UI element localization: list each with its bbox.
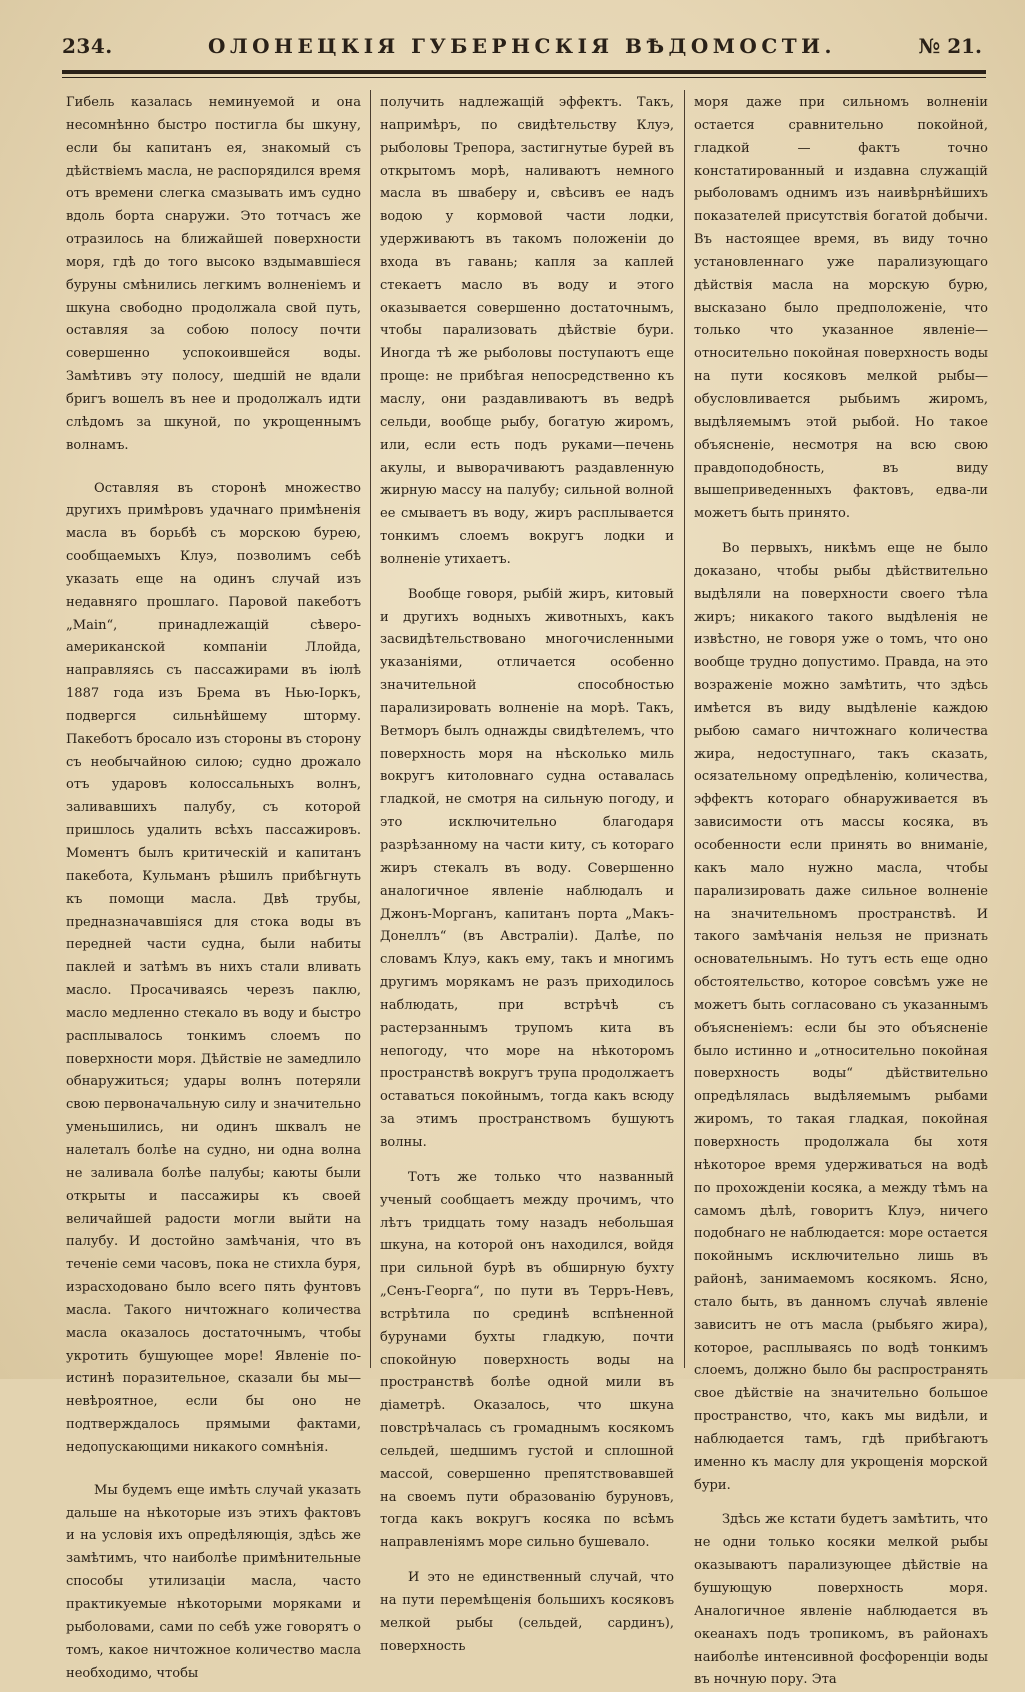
page-number: 234. [62, 34, 113, 58]
paragraph: Здѣсь же кстати будетъ замѣтить, что не одни только косяки мелкой рыбы оказываютъ парализующее дѣйствіе на бушующую поверхность моря. Аналогичное явленіе наблюдается въ океанахъ подъ тропикомъ, въ районахъ наиболѣе интенсивной фосфоренціи воды въ ночную пору. Эта [694, 1512, 988, 1688]
column-divider [684, 90, 685, 1368]
text-column-1 [66, 92, 361, 1685]
newspaper-title: ОЛОНЕЦКІЯ ГУБЕРНСКІЯ ВѢДОМОСТИ. [208, 34, 836, 58]
text-column-3 [694, 92, 988, 1692]
paragraph: Гибель казалась неминуемой и она несомнѣнно быстро постигла бы шкуну, если бы капитанъ ея, знакомый съ дѣйствіемъ масла, не распорядился время отъ времени слегка смазывать имъ судно вдоль борта снаружи. Это тотчасъ же отразилось на ближайшей поверхности моря, гдѣ до того высоко вздымавшіеся буруны смѣнились легкимъ волненіемъ и шкуна свободно продолжала свой путь, оставляя за собою полосу почти совершенно успокоившейся воды. Замѣтивъ эту полосу, шедшій не вдали бригъ вошелъ въ нее и продолжалъ идти слѣдомъ за шкуной, по укрощеннымъ волнамъ. [66, 95, 361, 453]
page-header [62, 34, 982, 64]
paragraph: Оставляя въ сторонѣ множество другихъ примѣровъ удачнаго примѣненія масла въ борьбѣ съ морскою бурею, сообщаемыхъ Клуэ, позволимъ себѣ указать еще на одинъ случай изъ недавняго прошлаго. Паровой пакеботъ „Main“, принадлежащій сѣверо-американской компаніи Ллойда, направляясь съ пассажирами въ іюлѣ 1887 года изъ Брема въ Нью-Іоркъ, подвергся сильнѣйшему шторму. Пакеботъ бросало изъ стороны въ сторону съ необычайною силою; судно дрожало отъ ударовъ колоссальныхъ волнъ, заливавшихъ палубу, съ которой пришлось удалить всѣхъ пассажировъ. Моментъ былъ критическій и капитанъ пакебота, Кульманъ рѣшилъ прибѣгнуть къ помощи масла. Двѣ трубы, предназначавшіяся для стока воды въ передней части судна, были набиты паклей и затѣмъ въ нихъ стали вливать масло. Просачиваясь черезъ паклю, масло медленно стекало въ воду и быстро расплывалось тонкимъ слоемъ по поверхности моря. Дѣйствіе не замедлило обнаружиться; удары волнъ потеряли свою первоначальную силу и значительно уменьшились, ни одинъ шквалъ не налеталъ болѣе на судно, ни одна волна не заливала болѣе палубы; каюты были открыты и пассажиры къ своей величайшей радости могли выйти на палубу. И достойно замѣчанія, что въ теченіе семи часовъ, пока не стихла буря, израсходовано было всего пять фунтовъ масла. Такого ничтожнаго количества масла оказалось достаточнымъ, чтобы укротить бушующее море! Явленіе по-истинѣ поразительное, сказали бы мы—невѣроятное, если бы оно не подтверждалось прямыми фактами, недопускающими никакого сомнѣнія. [66, 480, 361, 1455]
issue-number: № 21. [918, 34, 982, 58]
paragraph: Во первыхъ, никѣмъ еще не было доказано, чтобы рыбы дѣйствительно выдѣляли на поверхности своего тѣла жиръ; никакого такого выдѣленія не извѣстно, не говоря уже о томъ, что оно вообще трудно допустимо. Правда, на это возраженіе можно замѣтить, что здѣсь имѣется въ виду выдѣленіе каждою рыбою самаго ничтожнаго количества жира, недоступнаго, такъ сказать, осязательному опредѣленію, количества, эффектъ котораго обнаруживается въ зависимости отъ массы косяка, въ особенности если принять во вниманіе, какъ мало нужно масла, чтобы парализировать даже сильное волненіе на значительномъ пространствѣ. И такого замѣчанія нельзя не признать основательнымъ. Но тутъ есть еще одно обстоятельство, которое совсѣмъ уже не можетъ быть согласовано съ указаннымъ объясненіемъ: если бы это объясненіе было истинно и „относительно покойная поверхность воды“ дѣйствительно опредѣлялась выдѣляемымъ рыбами жиромъ, то такая гладкая, покойная поверхность продолжала бы хотя нѣкоторое время удерживаться на водѣ по прохожденіи косяка, а между тѣмъ на самомъ дѣлѣ, говоритъ Клуэ, ничего подобнаго не наблюдается: море остается покойнымъ исключительно лишь въ районѣ, занимаемомъ косякомъ. Ясно, стало быть, въ данномъ случаѣ явленіе зависитъ не отъ масла (рыбьяго жира), которое, расплываясь по водѣ тонкимъ слоемъ, должно было бы распространять свое дѣйствіе на значительно большое пространство, что, какъ мы видѣли, и наблюдается тамъ, гдѣ прибѣгаютъ именно къ маслу для укрощенія морской бури. [694, 541, 988, 1493]
paragraph: получить надлежащій эффектъ. Такъ, напримѣръ, по свидѣтельству Клуэ, рыболовы Трепора, застигнутые бурей въ открытомъ морѣ, наливаютъ немного масла въ шваберу и, свѣсивъ ее надъ водою у кормовой части лодки, удерживаютъ въ такомъ положеніи до входа въ гавань; капля за каплей стекаетъ масло въ воду и этого оказывается совершенно достаточнымъ, чтобы парализовать дѣйствіе бури. Иногда тѣ же рыболовы поступаютъ еще проще: не прибѣгая непосредственно къ маслу, они раздавливаютъ въ ведрѣ сельди, вообще рыбу, богатую жиромъ, или, если есть подъ руками—печень акулы, и выворачиваютъ раздавленную жирную массу на палубу; сильной волной ее смываетъ въ воду, жиръ расплывается тонкимъ слоемъ вокругъ лодки и волненіе утихаетъ. [380, 95, 674, 567]
text-column-2 [380, 92, 674, 1659]
column-divider [370, 90, 371, 1368]
paragraph: И это не единственный случай, что на пути перемѣщенія большихъ косяковъ мелкой рыбы (сельдей, сардинъ), поверхность [380, 1570, 674, 1654]
header-rule-thin [62, 77, 986, 78]
paragraph: Вообще говоря, рыбій жиръ, китовый и другихъ водныхъ животныхъ, какъ засвидѣтельствовано многочисленными указаніями, отличается особенно значительной способностью парализировать волненіе на морѣ. Такъ, Ветморъ былъ однажды свидѣтелемъ, что поверхность моря на нѣсколько миль вокругъ китоловнаго судна оставалась гладкой, не смотря на сильную погоду, и это исключительно благодаря разрѣзанному на части киту, съ котораго жиръ стекалъ въ воду. Совершенно аналогичное явленіе наблюдалъ и Джонъ-Морганъ, капитанъ порта „Макъ-Донеллъ“ (въ Австраліи). Далѣе, по словамъ Клуэ, какъ ему, такъ и многимъ другимъ морякамъ не разъ приходилось наблюдать, при встрѣчѣ съ растерзаннымъ трупомъ кита въ непогоду, что море на нѣкоторомъ пространствѣ вокругъ трупа продолжаетъ оставаться покойнымъ, тогда какъ всюду за этимъ пространствомъ бушуютъ волны. [380, 586, 674, 1150]
paragraph: моря даже при сильномъ волненіи остается сравнительно покойной, гладкой — фактъ точно констатированный и издавна служащій рыболовамъ однимъ изъ наивѣрнѣйшихъ показателей присутствія богатой добычи. Въ настоящее время, въ виду точно установленнаго уже парализующаго дѣйствія масла на морскую бурю, высказано было предположеніе, что только что указанное явленіе—относительно покойная поверхность воды на пути косяковъ мелкой рыбы—обусловливается рыбьимъ жиромъ, выдѣляемымъ этой рыбой. Но такое объясненіе, несмотря на всю свою правдоподобность, въ виду вышеприведенныхъ фактовъ, едва-ли можетъ быть принято. [694, 95, 988, 522]
paragraph: Тотъ же только что названный ученый сообщаетъ между прочимъ, что лѣтъ тридцать тому назадъ небольшая шкуна, на которой онъ находился, войдя при сильной бурѣ въ обширную бухту „Сенъ-Георга“, по пути въ Терръ-Невъ, встрѣтила по срединѣ вспѣненной бурунами бухты гладкую, почти спокойную поверхность воды на пространствѣ болѣе одной мили въ діаметрѣ. Оказалось, что шкуна повстрѣчалась съ громаднымъ косякомъ сельдей, шедшимъ густой и сплошной массой, совершенно препятствовавшей на своемъ пути образованію буруновъ, тогда какъ вокругъ косяка по всѣмъ направленіямъ море сильно бушевало. [380, 1169, 674, 1551]
paragraph: Мы будемъ еще имѣть случай указать дальше на нѣкоторые изъ этихъ фактовъ и на условія ихъ опредѣляющія, здѣсь же замѣтимъ, что наиболѣе примѣнительные способы утилизаціи масла, часто практикуемые нѣкоторыми моряками и рыболовами, сами по себѣ уже говорятъ о томъ, какое ничтожное количество масла необходимо, чтобы [66, 1482, 361, 1681]
header-rule-thick [62, 70, 986, 74]
